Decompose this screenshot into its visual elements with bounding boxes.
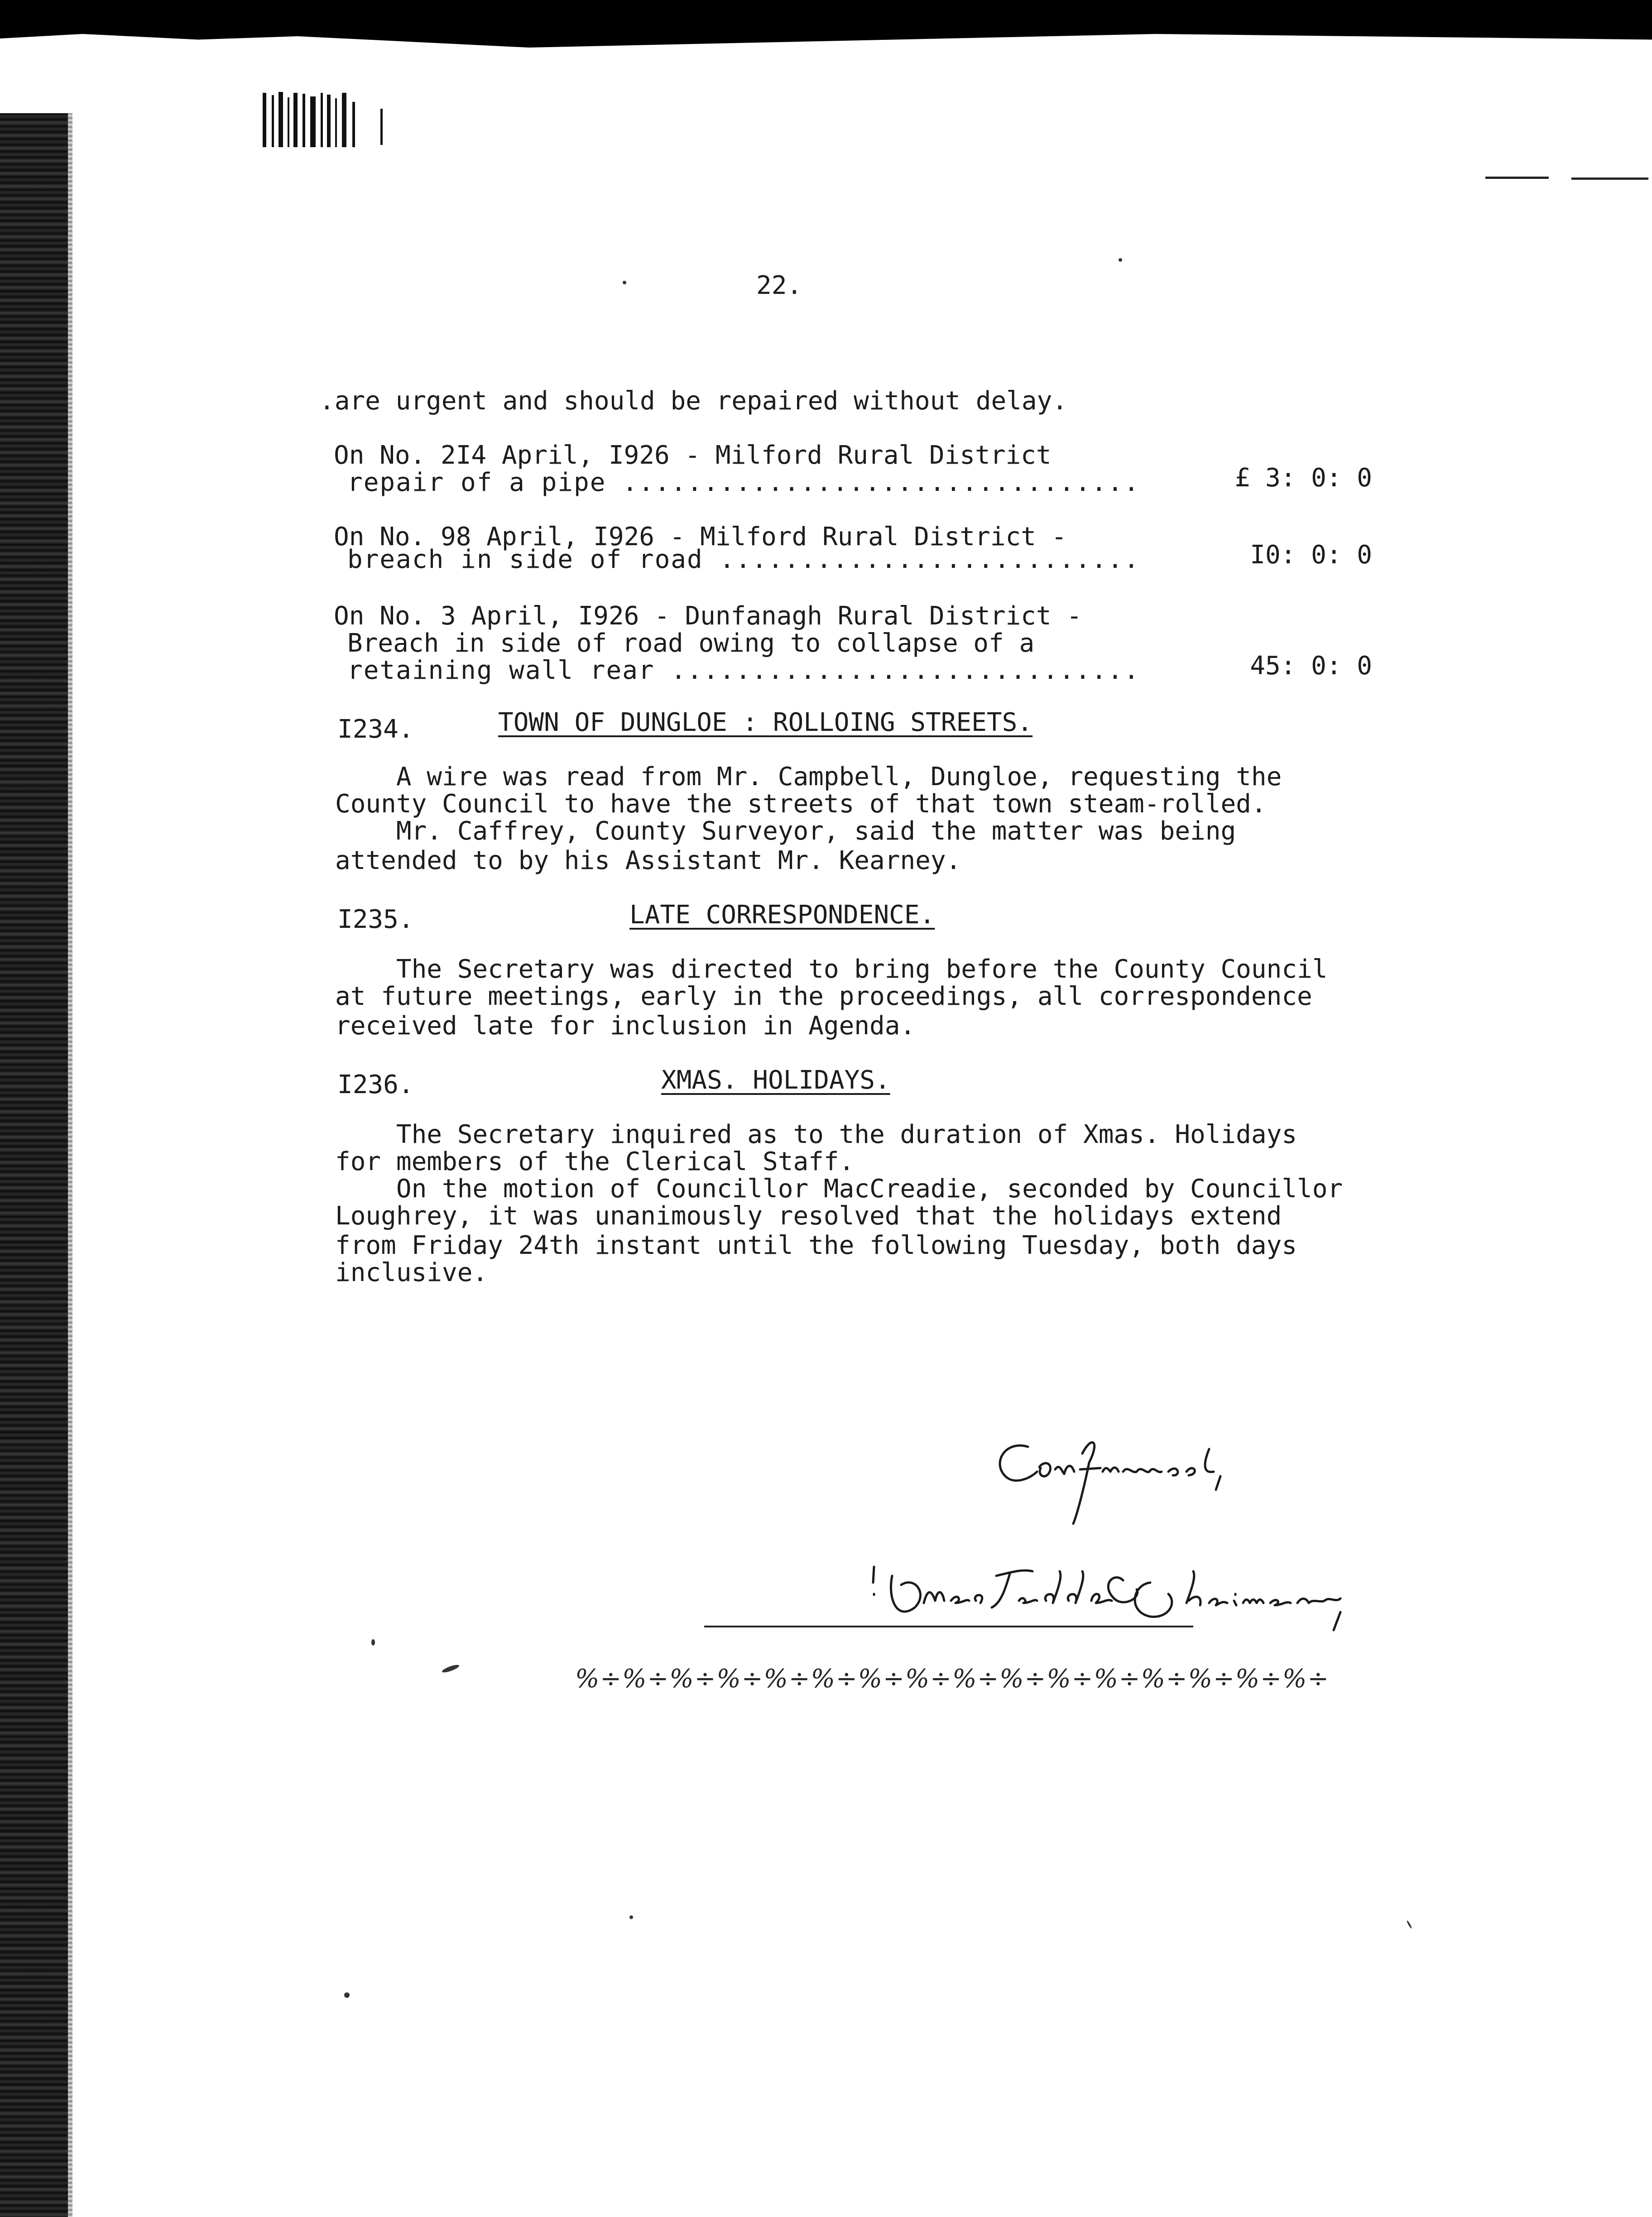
claim-line: On No. 98 April, I926 - Milford Rural District - (334, 522, 1067, 552)
scan-speck (441, 1663, 460, 1674)
claim-line: repair of a pipe ................................ (347, 468, 1140, 497)
section-line: for members of the Clerical Staff. (335, 1147, 855, 1176)
claim-line: breach in side of road .......................... (347, 545, 1140, 574)
section-line: inclusive. (335, 1258, 488, 1287)
section-line: at future meetings, early in the proceedings, all correspondence (335, 982, 1312, 1011)
confirmed-handwriting (987, 1426, 1241, 1531)
edge-mark (1571, 178, 1648, 180)
section-line: attended to by his Assistant Mr. Kearney. (335, 846, 961, 875)
section-line: Mr. Caffrey, County Surveyor, said the matter was being (335, 816, 1236, 846)
scan-speck (1119, 258, 1122, 262)
section-line: The Secretary inquired as to the duration of Xmas. Holidays (335, 1120, 1297, 1149)
chairman-signature (860, 1558, 1467, 1675)
claim-line: On No. 3 April, I926 - Dunfanagh Rural District - (334, 601, 1082, 631)
claim-line: retaining wall rear ............................. (347, 656, 1140, 685)
section-line: A wire was read from Mr. Campbell, Dungloe, requesting the (335, 762, 1282, 792)
scan-barcode-mark (245, 88, 426, 156)
edge-mark (1485, 177, 1549, 179)
section-line: received late for inclusion in Agenda. (335, 1011, 916, 1041)
section-line: County Council to have the streets of that town steam-rolled. (335, 789, 1267, 819)
section-line: Loughrey, it was unanimously resolved that the holidays extend (335, 1201, 1282, 1231)
scan-speck (623, 281, 626, 284)
section-number: I236. (337, 1070, 414, 1099)
scan-speck (371, 1639, 375, 1646)
claim-amount: I0: 0: 0 (1250, 540, 1372, 570)
section-number: I234. (337, 715, 414, 744)
page-number: 22. (756, 271, 802, 300)
claim-amount: £ 3: 0: 0 (1234, 463, 1372, 493)
section-number: I235. (337, 905, 414, 934)
scan-speck (344, 1992, 350, 1998)
scan-binding-edge (0, 113, 68, 2217)
claim-amount: 45: 0: 0 (1250, 651, 1372, 681)
closing-ornament: %÷%÷%÷%÷%÷%÷%÷%÷%÷%÷%÷%÷%÷%÷%÷%÷ (575, 1664, 1330, 1694)
signature-rule (704, 1626, 1193, 1627)
claim-line: Breach in side of road owing to collapse of a (347, 629, 1035, 658)
section-title: XMAS. HOLIDAYS. (661, 1065, 890, 1095)
section-title: LATE CORRESPONDENCE. (629, 900, 935, 930)
scan-binding-fringe (68, 113, 72, 2217)
scan-speck (1406, 1920, 1412, 1929)
continuation-line: .are urgent and should be repaired without delay. (319, 386, 1068, 416)
section-line: from Friday 24th instant until the following Tuesday, both days (335, 1231, 1297, 1260)
scan-speck (629, 1915, 633, 1919)
claim-line: On No. 2I4 April, I926 - Milford Rural District (334, 441, 1052, 470)
section-line: On the motion of Councillor MacCreadie, seconded by Councillor (335, 1174, 1343, 1204)
section-line: The Secretary was directed to bring before the County Council (335, 955, 1328, 984)
section-title: TOWN OF DUNGLOE : ROLLOING STREETS. (498, 708, 1033, 737)
